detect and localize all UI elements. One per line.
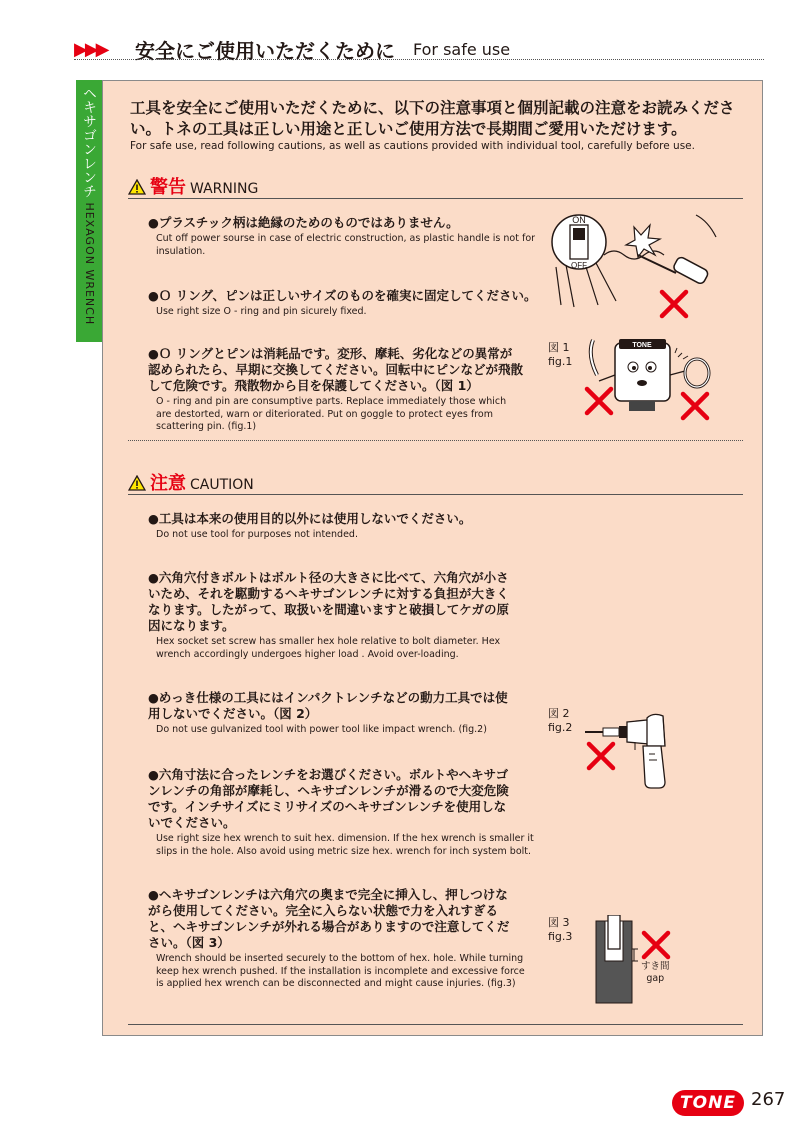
intro-text-jp: 工具を安全にご使用いただくために、以下の注意事項と個別記載の注意をお読みください。トネの工具は正しい用途と正しいご使用方法で長期間ご愛用いただけます。 bbox=[130, 99, 735, 138]
page-title-en: For safe use bbox=[413, 40, 511, 59]
caution-item-2-jp: ●六角穴付きボルトはボルト径の大きさに比べて、六角穴が小さいため、それを駆動するヘキサゴンレンチに対する負担が大きくなります。したがって、取扱いを間違いますと破損してケガの原因になります。 bbox=[148, 570, 510, 633]
caution-item-2-en: Hex socket set screw has smaller hex hole relative to bolt diameter. Hex wrench accordingly undergoes higher load . Avoid over-loading. bbox=[156, 636, 501, 660]
caution-underline bbox=[128, 494, 743, 495]
warning-item-3-jp: ●Ｏ リングとピンは消耗品です。変形、摩耗、劣化などの異常が認められたら、早期に交換してください。回転中にピンなどが飛散して危険です。飛散物から目を保護してください。（図 1） bbox=[148, 346, 524, 393]
fig2-label-en: fig.2 bbox=[548, 721, 573, 734]
prohibited-x-icon bbox=[658, 288, 690, 320]
warning-item-1-jp: ●プラスチック柄は絶縁のためのものではありません。 bbox=[148, 215, 459, 230]
socket-brand-label: TONE bbox=[632, 342, 652, 349]
page-number: 267 bbox=[751, 1089, 786, 1110]
caution-item-5 bbox=[148, 887, 533, 991]
switch-on-label: ON bbox=[572, 215, 586, 225]
electric-hazard-illustration bbox=[546, 205, 722, 320]
caution-heading bbox=[128, 469, 254, 495]
prohibited-x-icon bbox=[585, 740, 617, 772]
hex-socket-cross-section bbox=[592, 915, 642, 1005]
warning-label-jp: 警告 bbox=[150, 177, 186, 198]
warning-item-1-en: Cut off power sourse in case of electric construction, as plastic handle is not for insulation. bbox=[156, 233, 536, 257]
caution-item-3-en: Do not use gulvanized tool with power tool like impact wrench. (fig.2) bbox=[156, 724, 487, 735]
caution-label-jp: 注意 bbox=[150, 473, 186, 494]
caution-item-4 bbox=[148, 767, 540, 858]
warning-label-en: WARNING bbox=[190, 181, 259, 197]
gap-label bbox=[641, 961, 670, 985]
fig1-label-en: fig.1 bbox=[548, 355, 573, 368]
caution-item-3-jp: ●めっき仕様の工具にはインパクトレンチなどの動力工具では使用しないでください。（図 2） bbox=[148, 690, 508, 721]
warning-item-3-en: O - ring and pin are consumptive parts. Replace immediately those which are destorted, warn or diteriorated. Put on goggle to protect eyes from scattering pin. (fig.1) bbox=[156, 396, 507, 432]
caution-item-5-jp: ●ヘキサゴンレンチは六角穴の奥まで完全に挿入し、押しつけながら使用してください。完全に入らない状態で力を入れすぎると、ヘキサゴンレンチが外れる場合がありますので注意してください。（図 3） bbox=[148, 887, 510, 950]
header-arrows: ▶▶▶ bbox=[74, 39, 107, 60]
prohibited-x-icon bbox=[640, 929, 672, 961]
header-divider bbox=[74, 59, 764, 60]
warning-section-divider bbox=[128, 440, 743, 441]
fig2-caption bbox=[548, 707, 572, 735]
gap-label-jp: すき間 bbox=[641, 961, 670, 972]
prohibited-x-icon bbox=[583, 385, 615, 417]
intro-text-en: For safe use, read following cautions, as well as cautions provided with individual tool, carefully before use. bbox=[130, 140, 695, 152]
caution-item-3 bbox=[148, 690, 510, 737]
prohibited-x-icon bbox=[679, 390, 711, 422]
caution-item-1-en: Do not use tool for purposes not intended. bbox=[156, 529, 358, 540]
fig2-label-jp: 図 2 bbox=[548, 707, 570, 720]
caution-item-1 bbox=[148, 511, 538, 542]
page-title: 安全にご使用いただくために bbox=[135, 39, 395, 63]
warning-item-2 bbox=[148, 288, 538, 319]
caution-item-4-jp: ●六角寸法に合ったレンチをお選びください。ボルトやヘキサゴンレンチの角部が摩耗し、ヘキサゴンレンチが滑るので大変危険です。インチサイズにミリサイズのヘキサゴンレンチを使用しないでください。 bbox=[148, 767, 509, 830]
caution-section-divider bbox=[128, 1024, 743, 1025]
fig3-label-jp: 図 3 bbox=[548, 916, 570, 929]
fig3-label-en: fig.3 bbox=[548, 930, 573, 943]
fig1-caption bbox=[548, 341, 572, 369]
category-tab-en: HEXAGON WRENCH bbox=[83, 202, 96, 326]
caution-item-4-en: Use right size hex wrench to suit hex. dimension. If the hex wrench is smaller it slips in the hole. Also avoid using metric size hex. wrench for inch system bolt. bbox=[156, 833, 534, 857]
category-tab-label bbox=[76, 80, 102, 342]
warning-item-2-en: Use right size O - ring and pin sicurely fixed. bbox=[156, 306, 367, 317]
warning-item-2-jp: ●Ｏ リング、ピンは正しいサイズのものを確実に固定してください。 bbox=[148, 288, 537, 303]
warning-underline bbox=[128, 198, 743, 199]
fig3-caption bbox=[548, 916, 572, 944]
category-tab-jp: ヘキサゴンレンチ bbox=[81, 86, 97, 198]
warning-item-1 bbox=[148, 215, 538, 258]
fig1-label-jp: 図 1 bbox=[548, 341, 570, 354]
caution-item-5-en: Wrench should be inserted securely to the bottom of hex. hole. While turning keep hex wrench pushed. If the installation is incomplete and excessive force is applied hex wrench can be disconnected and might cause injuries. (fig.3) bbox=[156, 953, 525, 989]
caution-item-1-jp: ●工具は本来の使用目的以外には使用しないでください。 bbox=[148, 511, 472, 526]
caution-triangle-icon bbox=[128, 475, 146, 491]
switch-off-label: OFF bbox=[571, 261, 587, 270]
warning-heading bbox=[128, 173, 258, 199]
brand-logo: TONE bbox=[672, 1090, 744, 1116]
gap-label-en: gap bbox=[646, 973, 665, 984]
caution-label-en: CAUTION bbox=[190, 477, 254, 493]
caution-item-2 bbox=[148, 570, 510, 661]
warning-item-3 bbox=[148, 346, 523, 434]
warning-triangle-icon bbox=[128, 179, 146, 195]
